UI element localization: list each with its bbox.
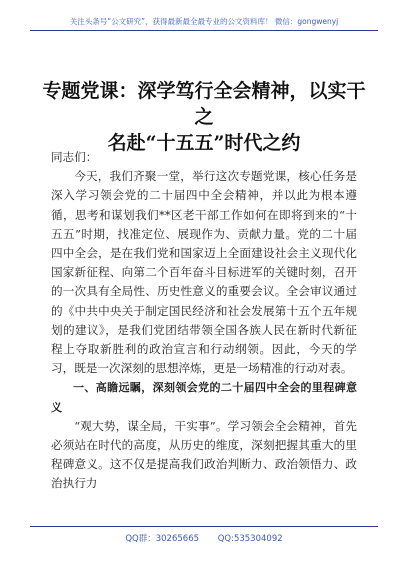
header-note: 关注头条号“公文研究”，获得最新最全最专业的公文资料库！ 微信：gongwenyj (69, 17, 339, 26)
paragraph-1: 今天，我们齐聚一堂，举行这次专题党课，核心任务是深入学习领会党的二十届四中全会精神，并以此为根本遵循，思考和谋划我们**区老干部工作如何在即将到来的“十五五”时期，找准定位、展现作为、贡献力量。党的二十届四中全会，是在我们党和国家迈上全面建设社会主义现代化国家新征程、向第二个百年奋斗目标进军的关键时刻，召开的一次具有全局性、历史性意义的重要会议。全会审议通过的《中共中央关于制定国民经济和社会发展第十五个五年规划的建议》，是我们党团结带领全国各族人民在新时代新征程上夺取新胜利的政治宣言和行动纲领。因此，今天的学习，既是一次深刻的思想淬炼，更是一场精准的行动对表。 (51, 169, 357, 376)
document-body (51, 148, 357, 494)
salutation: 同志们： (51, 150, 98, 164)
title-line-1: 专题党课：深学笃行全会精神，以实干之 (42, 80, 366, 128)
footer (0, 532, 408, 544)
footer-qq-group: QQ群：30265665 (125, 534, 200, 544)
footer-qq: QQ:535304092 (217, 534, 283, 544)
paragraph-2: “观大势，谋全局，干实事”。学习领会全会精神，首先必须站在时代的高度，从历史的维度，深刻把握其重大的里程碑意义。这不仅是提高我们政治判断力、政治领悟力、政治执行力 (51, 418, 357, 491)
document-title (40, 78, 368, 156)
title-line-2: 名赴“十五五”时代之约 (107, 132, 301, 154)
footer-divider (30, 526, 378, 527)
section-heading-1: 一、高瞻远瞩，深刻领会党的二十届四中全会的里程碑意义 (51, 381, 357, 414)
header-divider (30, 30, 378, 31)
